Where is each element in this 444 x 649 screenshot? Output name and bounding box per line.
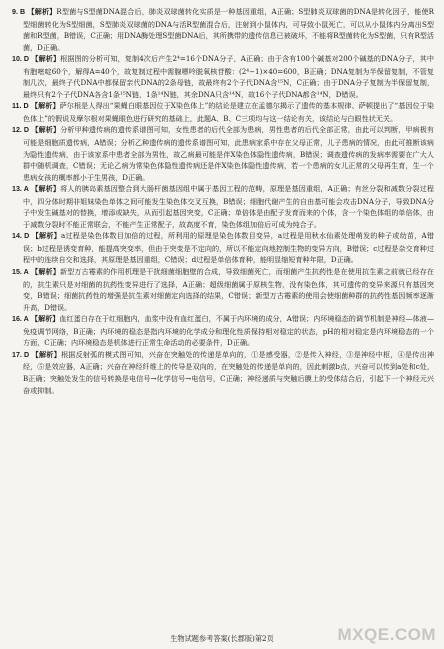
answer-text: 将人的胰岛素基因整合到大肠杆菌基因组中属于基因工程的范畴，原理是基因重组，A正确；有丝分裂和减数分裂过程中，四分体时期非姐妹染色单体之间可能发生染色体交叉互换，B错误；细胞代谢产生的自由基可能会攻击DNA分子，导致DNA分子中发生碱基对的替换，增添或缺失，从而引起基因突变，C正确；单倍体是由配子发育而来的个体，含一个染色体组的单倍体，由于减数分裂时不能正常联会，不能产生正常配子，故高度不育，染色体组加倍后可成为纯合子。 <box>23 184 434 229</box>
answer-number: 9. B <box>12 8 26 16</box>
answer-text: 根据图的分析可知，复制4次后产生2⁴=16个DNA分子，A正确；由于含有100个碱基对200个碱基的DNA分子，其中有胞嘧啶60个，解得A=40个，故复制过程中需腺嘌呤脱氧核苷酸：(2⁴−1)×40=600，B正确；DNA复制为半保留复制，不管复制几次，最终子代DNA中都保留亲代DNA的2条母链，故最终有2个子代DNA含¹⁵N，C正确；由于DNA分子复制为半保留复制，最终只有2个子代DNA各含1条¹⁵N链，1条¹⁴N链，其余DNA只含¹⁴N，故16个子代DNA都含¹⁴N，D错误。 <box>23 54 434 99</box>
answer-item-12 <box>12 124 434 183</box>
watermark-logo: MXQE.COM <box>337 625 436 644</box>
answer-item-16 <box>12 313 434 349</box>
answer-text: 新型万古霉素的作用机理是干扰细菌细胞壁的合成，导致细菌死亡，而细菌产生抗药性是在使用抗生素之前就已经存在的，抗生素只是对细菌的抗药性变异进行了选择，A正确；超级细菌属于原核生物，没有染色体，其可遗传的变异来源只有基因突变，B错误；细菌抗药性的增强是抗生素对细菌定向选择的结果，C错误；新型万古霉素的使用会使细菌种群的抗药性基因频率逐渐升高，D错误。 <box>23 267 434 312</box>
answer-number: 17. D <box>12 350 30 359</box>
answer-number: 14. D <box>12 232 30 241</box>
answer-item-17 <box>12 349 434 396</box>
answer-text: a过程是染色体数目加倍的过程，所利用的原理是染色体数目变异，a过程是用秋水仙素处理萌发的种子或幼苗，A错误；b过程是诱变育种，能提高突变率，但由于突变是不定向的，所以不能定向地控制生物的变异方向，B错误；c过程是杂交育种过程中的连续自交和选择，其原理是基因重组，C错误；d过程是单倍体育种，能明显缩短育种年限，D正确。 <box>23 231 434 265</box>
answer-number: 16. A <box>12 315 29 324</box>
analysis-tag: 【解析】 <box>31 267 60 277</box>
page-footer: 生物试题参考答案(长郡版)第2页 <box>170 634 274 643</box>
answer-number: 12. D <box>12 126 30 135</box>
answer-text: R型菌与S型菌DNA混合后，肺炎双球菌转化实质是一种基因重组，A正确；S型肺炎双球菌的DNA是转化因子，能使R型细菌转化为S型细菌，S型肺炎双球菌的DNA与活R型菌混合后，注射到小鼠体内，可导致小鼠死亡，可以从小鼠体内分离出S型菌和R型菌，B错误，C正确；用DNA酶处理S型菌DNA后，其所携带的遗传信息已被破坏，不能将R型菌转化为S型菌，只有R型活菌，D正确。 <box>23 7 435 52</box>
answer-item-11 <box>12 100 434 124</box>
answer-item-14 <box>12 230 434 266</box>
analysis-tag: 【解析】 <box>31 231 61 241</box>
answer-number: 11. D <box>12 102 29 111</box>
analysis-tag: 【解析】 <box>27 7 57 16</box>
answer-number: 15. A <box>12 268 29 277</box>
answer-text: 血红蛋白存在于红细胞内，血浆中没有血红蛋白，不属于内环境的成分，A错误；内环境稳态的调节机制是神经—体液—免疫调节网络，B正确；内环境的稳态是指内环境的化学成分和理化性质保持相对稳定的状态，pH的相对稳定是内环境稳态的一个方面，C正确；内环境稳态是机体进行正常生命活动的必要条件，D正确。 <box>23 314 434 348</box>
answer-number: 10. D <box>12 55 30 64</box>
analysis-tag: 【解析】 <box>30 101 60 111</box>
answer-text: 分析甲种遗传病的遗传系谱图可知，女性患者的后代全部为患病，男性患者的后代全部正常，由此可以判断，甲病极有可能是细胞质遗传病，A错误；分析乙种遗传病的遗传系谱图可知，此患病家系中存在父母正常，儿子患病的情况，由此可推断该病为隐性遗传病，由于该家系中患者全部为男性，故乙病最可能是伴X染色体隐性遗传病，B错误；调查遗传病的发病率需要在广大人群中随机调查，C错误；无论乙病为常染色体隐性遗传病还是伴X染色体隐性遗传病，若一个患病的女儿正常的父母再生育，生一个患病女孩的概率都小于生男孩，D正确。 <box>23 125 434 182</box>
answer-list <box>12 6 434 396</box>
analysis-tag: 【解析】 <box>31 349 61 359</box>
analysis-tag: 【解析】 <box>31 184 61 194</box>
answer-text: 萨尔根是人得出“果蝇白眼基因位于X染色体上”的结论是建立在孟德尔揭示了遗传的基本规律、萨顿提出了“基因位于染色体上”的假说及摩尔根对果蝇眼色进行研究的基础上，此题A、B、C三项均与这一结论有关，该结论与白眼性状无关。 <box>23 101 434 123</box>
answer-number: 13. A <box>12 185 29 194</box>
answer-item-10 <box>12 53 434 100</box>
answer-item-15 <box>12 266 434 313</box>
analysis-tag: 【解析】 <box>31 125 61 135</box>
analysis-tag: 【解析】 <box>31 54 61 64</box>
answer-item-13 <box>12 183 434 230</box>
answer-item-9 <box>12 6 434 53</box>
answer-text: 根据反射弧的模式图可知，兴奋在突触处的传递是单向的，①是感受器，②是传入神经，③是神经中枢，④是传出神经，⑤是效应器，A正确；兴奋在神经纤维上的传导是双向的，在突触处的传递是单向的，因此刺激b点，兴奋可以传到a处和c处，B正确；突触处发生的信号转换是电信号→化学信号→电信号，C正确；神经递质与突触后膜上的受体结合后，引起下一个神经元兴奋或抑制。 <box>23 349 434 395</box>
analysis-tag: 【解析】 <box>30 314 60 324</box>
